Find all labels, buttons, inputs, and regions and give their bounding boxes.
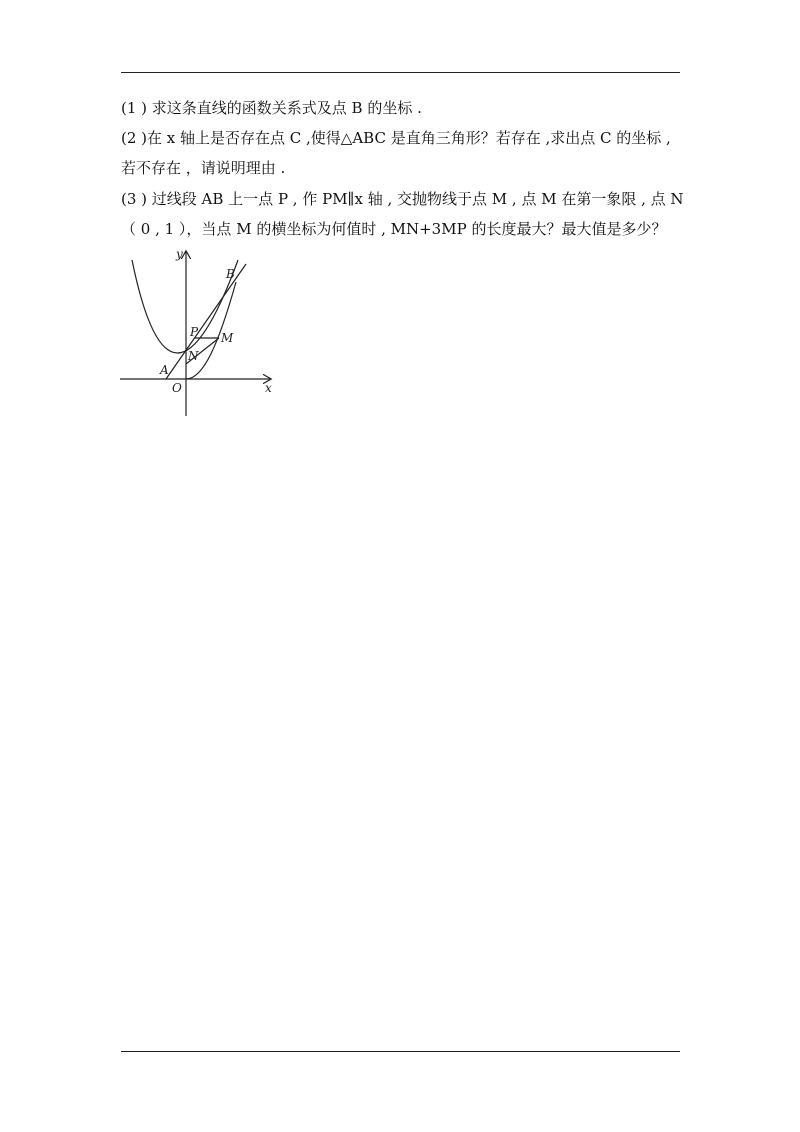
point-p-label: P	[190, 325, 199, 339]
parabola-figure	[118, 246, 278, 421]
origin-label: O	[172, 381, 182, 395]
part-3-question-line-1: (3 ) 过线段 AB 上一点 P , 作 PM∥x 轴 , 交抛物线于点 M , 点 M 在第一象限 , 点 N	[121, 190, 684, 208]
part-3-question-line-2: （ 0 , 1 ），当点 M 的横坐标为何值时 , MN+3MP 的长度最大？最大值是多少？	[121, 220, 667, 238]
part-2-question-line-2: 若不存在 ，请说明理由 .	[121, 159, 286, 177]
footer-rule	[121, 1051, 680, 1052]
part-1-question: (1 ) 求这条直线的函数关系式及点 B 的坐标 .	[121, 99, 422, 117]
point-n-label: N	[188, 349, 199, 363]
x-axis-label: x	[265, 381, 272, 395]
header-rule	[121, 72, 680, 73]
part-2-question-line-1: (2 )在 x 轴上是否存在点 C ,使得△ABC 是直角三角形？若存在 ,求出点 C 的坐标 ,	[121, 129, 671, 147]
point-b-label: B	[226, 267, 235, 281]
point-m-label: M	[221, 331, 234, 345]
y-axis-label: y	[176, 247, 183, 261]
point-a-label: A	[160, 363, 169, 377]
